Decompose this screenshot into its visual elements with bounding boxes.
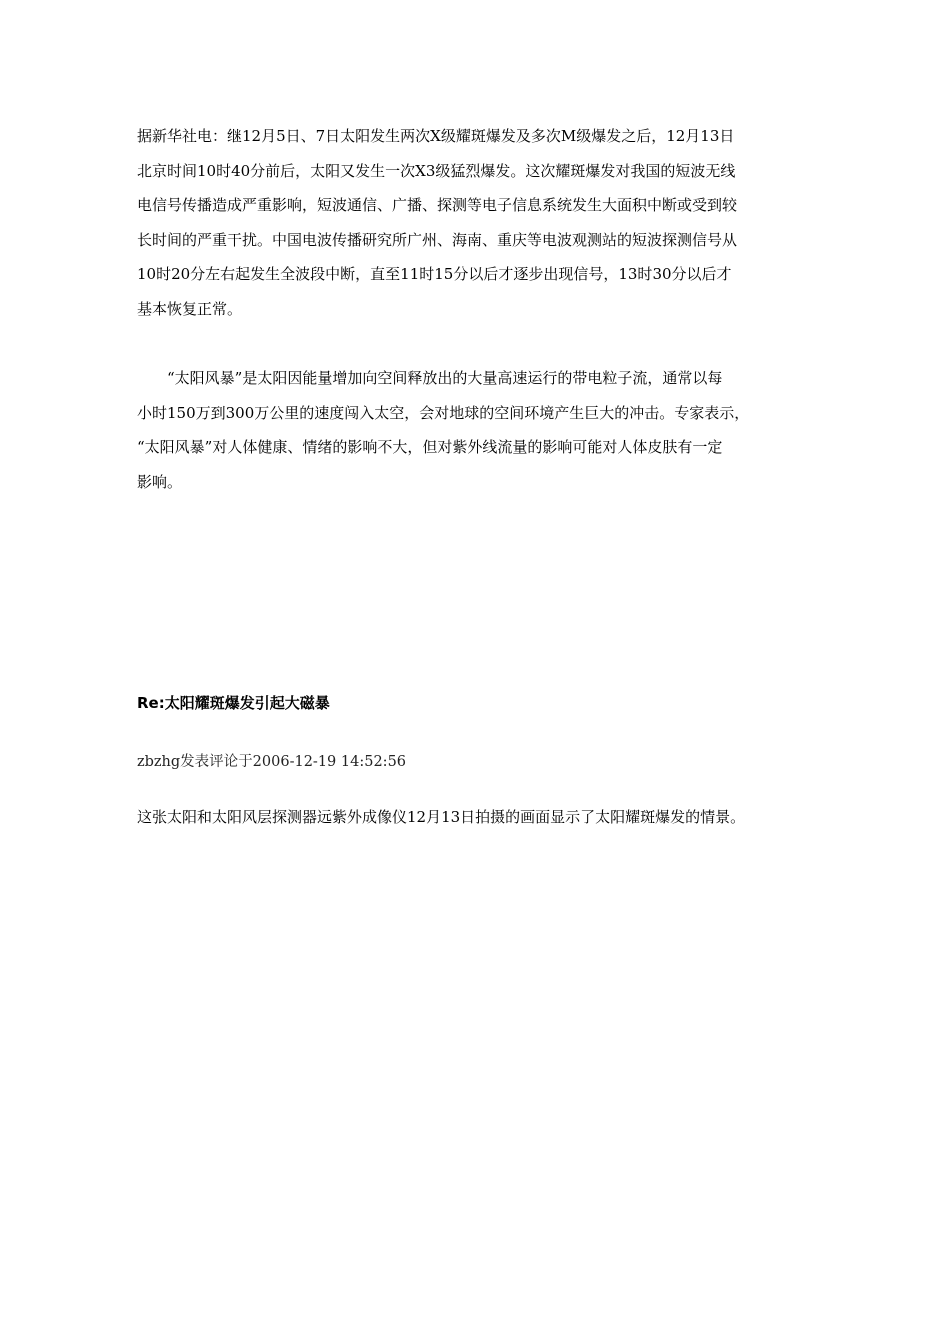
paragraph-line: 长时间的严重干扰。中国电波传播研究所广州、海南、重庆等电波观测站的短波探测信号从 (137, 230, 738, 249)
reply-title: Re:太阳耀斑爆发引起大磁暴 (137, 694, 330, 712)
paragraph-line: 电信号传播造成严重影响，短波通信、广播、探测等电子信息系统发生大面积中断或受到较 (137, 196, 738, 214)
paragraph-line: 北京时间10时40分前后，太阳又发生一次X3级猛烈爆发。这次耀斑爆发对我国的短波无线 (137, 161, 736, 180)
article-paragraph-1 (137, 119, 827, 326)
paragraph-line: 据新华社电：继12月5日、7日太阳发生两次X级耀斑爆发及多次M级爆发之后，12月13日 (137, 127, 735, 145)
paragraph-line: 影响。 (137, 472, 183, 491)
paragraph-line: 基本恢复正常。 (137, 299, 243, 318)
paragraph-line: 小时150万到300万公里的速度闯入太空，会对地球的空间环境产生巨大的冲击。专家表示， (137, 403, 750, 422)
reply-meta: zbzhg发表评论于2006-12-19 14:52:56 (137, 754, 407, 770)
paragraph-line: 10时20分左右起发生全波段中断，直至11时15分以后才逐步出现信号，13时30分以后才 (137, 265, 732, 283)
paragraph-line: “太阳风暴”是太阳因能量增加向空间释放出的大量高速运行的带电粒子流，通常以每 (167, 369, 723, 387)
reply-body: 这张太阳和太阳风层探测器远紫外成像仪12月13日拍摄的画面显示了太阳耀斑爆发的情景。 (137, 808, 746, 826)
article-paragraph-2 (137, 361, 827, 499)
paragraph-line: “太阳风暴”对人体健康、情绪的影响不大，但对紫外线流量的影响可能对人体皮肤有一定 (137, 438, 723, 456)
